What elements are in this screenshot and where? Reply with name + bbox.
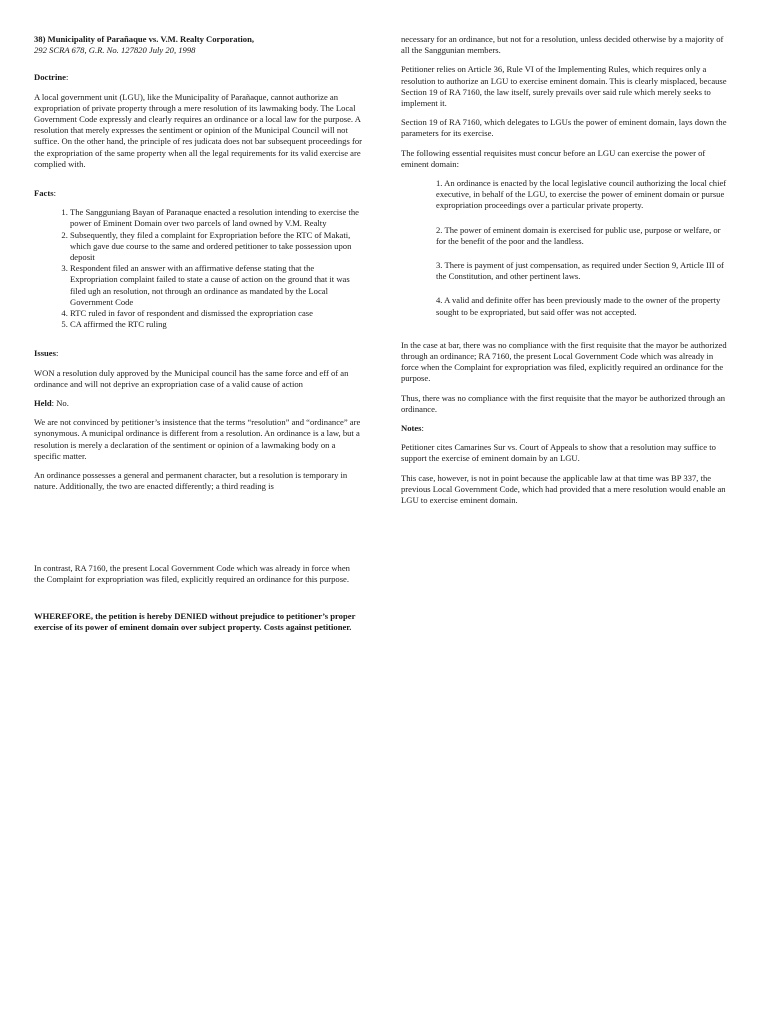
list-item: 3. Respondent filed an answer with an affirmative defense stating that the Expropriation complaint failed to state a cause of action on the ground that it was filed ugh an resolution, not through an ordinance as mandated by the Local Government Code xyxy=(70,263,362,308)
notes-paragraph: This case, however, is not in point because the applicable law at that time was BP 337, the previous Local Government Code, which had provided that a mere resolution would enable an LGU to exercise eminent domain. xyxy=(401,472,726,506)
issues-text: WON a resolution duly approved by the Municipal council has the same force and eff of an ordinance and will not deprive an expropriation case of a valid cause of action xyxy=(34,367,349,389)
facts-list xyxy=(34,207,362,330)
list-item: 5. CA affirmed the RTC ruling xyxy=(70,319,362,330)
list-item: 4. RTC ruled in favor of respondent and dismissed the expropriation case xyxy=(70,308,362,319)
conclusion-paragraph: Thus, there was no compliance with the first requisite that the mayor be authorized through an ordinance. xyxy=(401,392,726,414)
requisites-intro: The following essential requisites must concur before an LGU can exercise the power of eminent domain: xyxy=(401,147,706,169)
notes-heading: Notes: xyxy=(401,423,424,434)
requisite-item: 1. An ordinance is enacted by the local legislative council authorizing the local chief executive, in behalf of the LGU, to exercise the power of eminent domain or pursue expropriation proceedings over a particular private property. xyxy=(436,178,727,211)
doctrine-heading: Doctrine: xyxy=(34,72,69,83)
held-paragraph: We are not convinced by petitioner’s insistence that the terms “resolution” and “ordinance” are synonymous. A municipal ordinance is different from a resolution. An ordinance is a law, but a resolution is merely a declaration of the sentiment or opinion of a lawmaking body on a specific matter. xyxy=(34,417,361,461)
facts-heading: Facts: xyxy=(34,188,56,199)
right-column xyxy=(401,34,727,514)
rules-paragraph: Petitioner relies on Article 36, Rule VI of the Implementing Rules, which requires only a resolution to authorize an LGU to exercise eminent domain. This is clearly misplaced, because Section 19 of RA 7160, the law itself, surely prevails over said rule which merely seeks to implement it. xyxy=(401,64,727,109)
left-column xyxy=(34,34,362,641)
list-item: 2. Subsequently, they filed a complaint for Expropriation before the RTC of Makati, which gave due course to the same and ordered petitioner to take possession upon deposit xyxy=(70,230,362,264)
notes-paragraph: Petitioner cites Camarines Sur vs. Court of Appeals to show that a resolution may suffice to support the exercise of eminent domain by an LGU. xyxy=(401,442,716,464)
contrast-paragraph: In contrast, RA 7160, the present Local Government Code which was already in force when the Complaint for expropriation was filed, explicitly required an ordinance for this purpose. xyxy=(34,562,350,584)
requisite-item: 3. There is payment of just compensation, as required under Section 9, Article III of the Constitution, and other pertinent laws. xyxy=(436,260,724,282)
doctrine-text: A local government unit (LGU), like the Municipality of Parañaque, cannot authorize an expropriation of private property through a mere resolution of its lawmaking body. The Local Government Code expressly and clearly requires an ordinance or a local law for the purpose. A resolution that merely expresses the sentiment or opinion of the Municipal Council will not suffice. On the other hand, the principle of res judicata does not bar subsequent proceedings for the expropriation of the same property when all the legal requirements for its valid exercise are complied with. xyxy=(34,91,362,169)
case-at-bar-paragraph: In the case at bar, there was no compliance with the first requisite that the mayor be authorized through an ordinance; RA 7160, the present Local Government Code which was already in force when the Complaint for expropriation was filed, explicitly required an ordinance for the purpose. xyxy=(401,339,727,384)
case-citation: 292 SCRA 678, G.R. No. 127820 July 20, 1998 xyxy=(34,45,196,56)
requisite-item: 2. The power of eminent domain is exercised for public use, purpose or welfare, or for the benefit of the poor and the landless. xyxy=(436,224,721,246)
section19-paragraph: Section 19 of RA 7160, which delegates to LGUs the power of eminent domain, lays down the parameters for its exercise. xyxy=(401,117,727,139)
case-title: 38) Municipality of Parañaque vs. V.M. Realty Corporation, xyxy=(34,34,255,44)
wherefore-paragraph: WHEREFORE, the petition is hereby DENIED without prejudice to petitioner’s proper exercise of its power of eminent domain over subject property. Costs against petitioner. xyxy=(34,610,356,633)
held-heading: Held: No. xyxy=(34,398,69,409)
continuation-paragraph: necessary for an ordinance, but not for a resolution, unless decided otherwise by a majority of all the Sanggunian members. xyxy=(401,34,724,56)
held-answer: No. xyxy=(56,398,69,409)
requisite-item: 4. A valid and definite offer has been previously made to the owner of the property sought to be expropriated, but said offer was not accepted. xyxy=(436,295,721,317)
issues-heading: Issues: xyxy=(34,348,59,359)
list-item: 1. The Sangguniang Bayan of Paranaque enacted a resolution intending to exercise the power of Eminent Domain over two parcels of land owned by V.M. Realty xyxy=(70,207,362,229)
held-paragraph: An ordinance possesses a general and permanent character, but a resolution is temporary in nature. Additionally, the two are enacted differently; a third reading is xyxy=(34,470,348,492)
blank-space xyxy=(34,501,362,563)
